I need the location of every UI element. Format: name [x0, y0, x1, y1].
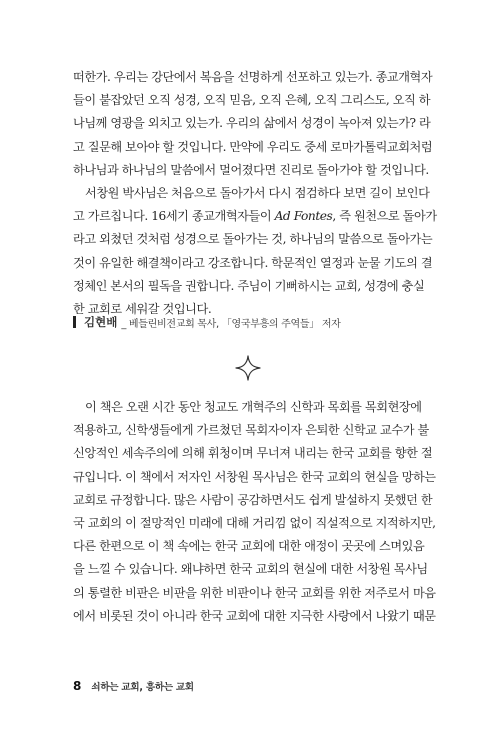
author-attribution [73, 314, 341, 330]
text-line: 적용하고, 신학생들에게 가르쳤던 목회자이자 은퇴한 신학교 교수가 불 [73, 423, 429, 438]
paragraph-continued [73, 66, 433, 182]
text-line: 의 통렬한 비판은 비판을 위한 비판이나 한국 교회를 위한 저주로서 마음 [73, 585, 436, 600]
text-line: 한 교회로 세워갈 것입니다. [73, 302, 212, 317]
text-line: 신앙적인 세속주의에 의해 휘청이며 무너져 내리는 한국 교회를 향한 절 [73, 446, 433, 461]
latin-phrase: Ad Fontes [274, 209, 333, 224]
running-title: 쇠하는 교회, 흥하는 교회 [91, 682, 194, 693]
text-line: 고 질문해 보아야 할 것입니다. 만약에 우리도 중세 로마가톨릭교회처럼 [73, 139, 433, 154]
text-line: 을 느낄 수 있습니다. 왜냐하면 한국 교회의 현실에 대한 서창원 목사님 [73, 562, 428, 577]
text-line: 다른 한편으로 이 책 속에는 한국 교회에 대한 애정이 곳곳에 스며있음 [73, 539, 425, 554]
text-line: 나님께 영광을 외치고 있는가. 우리의 삶에서 성경이 녹아져 있는가? 라 [73, 116, 431, 131]
paragraph-recommendation [73, 182, 437, 321]
text-line: 규입니다. 이 책에서 저자인 서창원 목사님은 한국 교회의 현실을 망하는 [73, 469, 436, 484]
four-point-star-icon [235, 355, 261, 381]
text-line: 라고 외쳤던 것처럼 성경으로 돌아가는 것, 하나님의 말씀으로 돌아가는 [73, 232, 433, 247]
text-line [73, 205, 437, 228]
author-marker-bar [73, 316, 76, 328]
text-line: 정체인 본서의 필독을 권합니다. 주님이 기뻐하시는 교회, 성경에 충실 [73, 278, 425, 293]
text-line: 서창원 박사님은 처음으로 돌아가서 다시 점검하다 보면 길이 보인다 [85, 186, 430, 200]
author-name: 김현배 [84, 315, 118, 329]
text-line: 교회로 규정합니다. 많은 사람이 공감하면서도 쉽게 발설하지 못했던 한 [73, 492, 433, 507]
paragraph-main [73, 396, 436, 628]
text-line: 에서 비롯된 것이 아니라 한국 교회에 대한 지극한 사랑에서 나왔기 때문 [73, 608, 436, 623]
text-line: 이 책은 오랜 시간 동안 청교도 개혁주의 신학과 목회를 목회현장에 [85, 400, 422, 414]
text-line: 하나님과 하나님의 말씀에서 멀어졌다면 진리로 돌아가야 할 것입니다. [73, 162, 429, 177]
author-description: _ 베들린비전교회 목사, 「영국부흥의 주역들」 저자 [121, 318, 341, 330]
text-line: 국 교회의 이 절망적인 미래에 대해 거리낌 없이 직설적으로 지적하지만, [73, 516, 436, 531]
ornament-graphic [235, 355, 261, 381]
text-line: 떠한가. 우리는 강단에서 복음을 선명하게 선포하고 있는가. 종교개혁자 [73, 70, 433, 84]
text-line: 것이 유일한 해결책이라고 강조합니다. 학문적인 열정과 눈물 기도의 결 [73, 255, 433, 270]
text-fragment: , 즉 원천으로 돌아가 [332, 209, 437, 224]
text-fragment: 고 가르칩니다. 16세기 종교개혁자들이 [73, 209, 275, 224]
page-footer [73, 679, 194, 693]
text-line: 들이 붙잡았던 오직 성경, 오직 믿음, 오직 은혜, 오직 그리스도, 오직 하 [73, 93, 431, 108]
page-number: 8 [73, 679, 82, 693]
